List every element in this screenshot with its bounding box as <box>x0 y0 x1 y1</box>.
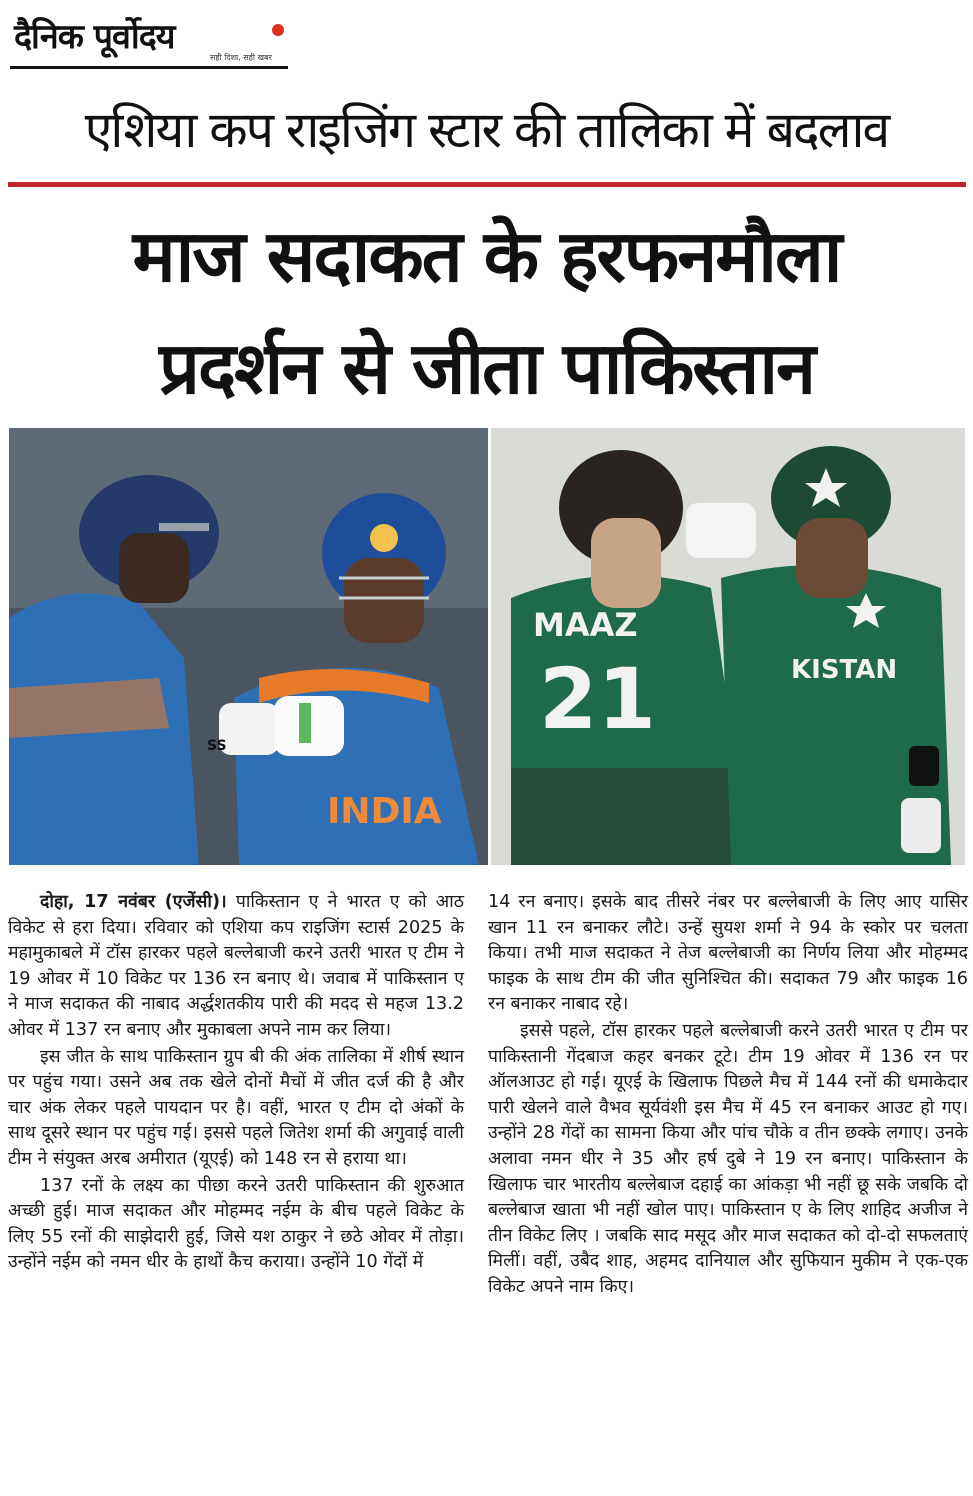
article-paragraph-3: 137 रनों के लक्ष्य का पीछा करने उतरी पाकिस्तान की शुरुआत अच्छी हुई। माज सदाकत और मोहम्मद नईम के बीच पहले विकेट के लिए 55 रनों की साझेदारी हुई, जिसे यश ठाकुर ने छठे ओवर में तोड़ा। उन्होंने नईम को नमन धीर के हाथों कैच कराया। उन्होंने 10 गेंदों में <box>8 1175 464 1273</box>
article-paragraph-3-continued: 14 रन बनाए। इसके बाद तीसरे नंबर पर बल्लेबाजी के लिए आए यासिर खान 11 रन बनाकर लौटे। उन्हें सुयश शर्मा ने 94 के स्कोर पर चलता किया। तभी माज सदाकत ने तेज बल्लेबाजी का निर्णय लिया और मोहम्मद फाइक के साथ टीम की जीत सुनिश्चित की। सदाकत 79 और फाइक 16 रन बनाकर नाबाद रहे। <box>488 892 968 1015</box>
headline-line-2: प्रदर्शन से जीता पाकिस्तान <box>159 326 814 410</box>
newspaper-name: दैनिक पूर्वोदय <box>14 17 175 57</box>
jersey-name-text: MAAZ <box>533 606 638 644</box>
brand-dot-icon <box>272 24 284 36</box>
photo-pakistan-players <box>491 428 965 865</box>
article-column-left <box>8 890 464 1277</box>
masthead <box>10 8 290 72</box>
newspaper-tagline: सही दिशा, सही खबर <box>210 53 272 62</box>
headline-line-1: माज सदाकत के हरफनमौला <box>132 214 841 298</box>
article-column-right <box>488 890 968 1302</box>
dateline: दोहा, 17 नवंबर (एजेंसी)। <box>40 892 227 912</box>
india-jersey-text: INDIA <box>327 791 442 832</box>
masthead-rule <box>10 66 288 69</box>
main-headline <box>0 200 973 424</box>
section-divider <box>8 182 966 187</box>
jersey-chest-text: KISTAN <box>791 655 898 685</box>
pakistan-players-illustration <box>491 428 965 865</box>
article-paragraph-2: इस जीत के साथ पाकिस्तान ग्रुप बी की अंक तालिका में शीर्ष स्थान पर पहुंच गया। उसने अब तक खेले दोनों मैचों में जीत दर्ज की है और चार अंक लेकर पहले पायदान पर है। वहीं, भारत ए टीम दो अंकों के साथ दूसरे स्थान पर पहुंच गई। इससे पहले जितेश शर्मा की अगुवाई वाली टीम ने संयुक्त अरब अमीरात (यूएई) को 148 रन से हराया था। <box>8 1046 464 1169</box>
article-paragraph-4: इससे पहले, टॉस हारकर पहले बल्लेबाजी करने उतरी भारत ए टीम पर पाकिस्तानी गेंदबाज कहर बनकर टूटे। टीम 19 ओवर में 136 रन पर ऑलआउट हो गई। यूएई के खिलाफ पिछले मैच में 144 रनों की धमाकेदार पारी खेलने वाले वैभव सूर्यवंशी इस मैच में 45 रन बनाकर आउट हो गए। उन्होंने 28 गेंदों का सामना किया और पांच चौके व तीन छक्के लगाए। उनके अलावा नमन धीर ने 35 और हर्ष दुबे ने 19 रन बनाए। पाकिस्तान के खिलाफ चार भारतीय बल्लेबाज दहाई का आंकड़ा भी नहीं छू सके जबकि दो बल्लेबाज खाता भी नहीं खोल पाए। पाकिस्तान ए के लिए शाहिद अजीज ने तीन विकेट लिए । जबकि साद मसूद और माज सदाकत को दो-दो सफलताएं मिलीं। वहीं, उबैद शाह, अहमद दानियाल और सुफियान मुकीम ने एक-एक विकेट अपने नाम किए। <box>488 1020 968 1297</box>
article-paragraph-1 <box>8 890 464 1044</box>
glove-brand-text: SS <box>207 738 227 754</box>
paragraph-1-text: पाकिस्तान ए ने भारत ए को आठ विकेट से हरा दिया। रविवार को एशिया कप राइजिंग स्टार्स 2025 के महामुकाबले में टॉस हारकर पहले बल्लेबाजी करने उतरी भारत ए टीम ने 19 ओवर में 10 विकेट पर 136 रन बनाए थे। जवाब में पाकिस्तान ए ने माज सदाकत की नाबाद अर्द्धशतकीय पारी की मदद से महज 13.2 ओवर में 137 रन बनाए और मुकाबला अपने नाम कर लिया। <box>8 892 465 1040</box>
kicker-headline: एशिया कप राइजिंग स्टार की तालिका में बदलाव <box>84 101 889 159</box>
photo-india-players <box>9 428 488 865</box>
india-players-illustration <box>9 428 488 865</box>
jersey-number-text: 21 <box>539 650 656 748</box>
